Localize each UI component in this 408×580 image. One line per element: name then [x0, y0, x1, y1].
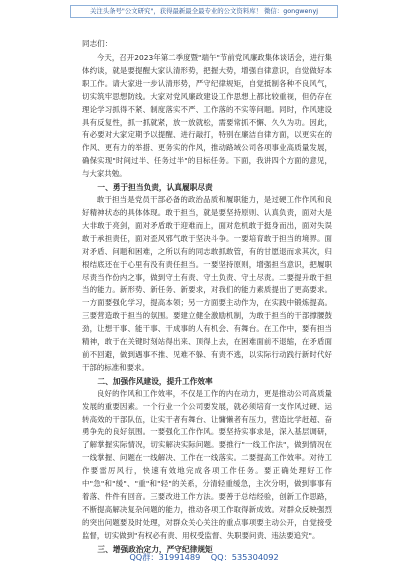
section-heading-3: 三、增强政治定力，严守纪律规矩	[97, 544, 213, 554]
footer-contact: QQ群：31991489 QQ：535304092	[129, 552, 279, 562]
salutation: 同志们：	[82, 39, 113, 48]
section-heading-1: 一、勇于担当负责，认真履职尽责	[97, 183, 213, 193]
document-body	[82, 38, 332, 556]
section-2-paragraph: 良好的作风和工作效率，不仅是工作的内在动力，更是推动公司高质量发展的重要因素。一个行业一个公司要发展，就必须培育一支作风过硬、运转高效的干部队伍，让实干者有舞台、让慵懒者有压力，营造比学赶超、奋勇争先的良好氛围。一要强化工作作风。要坚持实事求是，深入基层调研，了解掌握实际情况，切实解决实际问题。要推行"一线工作法"，做到情况在一线掌握、问题在一线解决、工作在一线落实。二要提高工作效率。对待工作要雷厉风行，快速有效地完成各项工作任务。要正确处理好工作中"急"和"缓"、"重"和"轻"的关系，分清轻重缓急，主次分明，做到事事有着落、件件有回音。三要改进工作方法。要善于总结经验，创新工作思路，不断提高解决复杂问题的能力，推动各项工作取得新成效。对群众反映强烈的突出问题要及时处理，对群众关心关注的重点事项要主动公开，自觉接受监督，切实做到"有权必有责、用权受监督、失职要问责、违法要追究"。	[82, 388, 332, 540]
top-banner: 关注头条号"公文研究"，获得最新最全最专业的公文资料库！ 微信：gongwenyj	[70, 5, 338, 18]
section-1-paragraph: 敢于担当是党员干部必备的政治品质和履职能力，是过硬工作作风和良好精神状态的具体体现。敢于担当，就是要坚持原则、认真负责，面对大是大非敢于亮剑，面对矛盾敢于迎难而上，面对危机敢于挺身而出，面对失误敢于承担责任，面对歪风邪气敢于坚决斗争。一要培育敢于担当的境界。面对矛盾、问题和困难，之所以有的同志敢抓敢管，有的甘愿退而求其次，归根结底还在于心里有没有责任担当。一要坚持原则，增强担当意识，把履职尽责当作份内之事，做到守土有责、守土负责、守土尽责。二要提升敢于担当的能力。新形势、新任务、新要求，对我们的能力素质提出了更高要求。一方面要强化学习，提高本领；另一方面要主动作为，在实践中锻炼提高。三要营造敢于担当的氛围。要建立健全激励机制，为敢于担当的干部撑腰鼓劲，让想干事、能干事、干成事的人有机会、有舞台。在工作中，要有担当精神，敢于在关键时刻站得出来、顶得上去，在困难面前不退缩，在矛盾面前不回避，做到遇事不推、见难不躲、有责不逃，以实际行动践行新时代好干部的标准和要求。	[82, 195, 332, 372]
intro-paragraph: 今天，召开2023年第二季度暨"端午"节前党风廉政集体谈话会，进行集体约谈，就是要提醒大家认清形势，把握大势，增强自律意识，自觉做好本职工作。请大家进一步认清形势，严守纪律规矩，自觉抵制各种不良风气，切实筑牢思想防线。大家对党风廉政建设工作思想上都比较重视，但仍存在理论学习抓得不紧、制度落实不严、工作落的不实等问题。同时，作风建设具有反复性，抓一抓就紧，放一放就松，需要常抓不懈、久久为功。因此，有必要对大家定期予以提醒、进行敲打，特别在廉洁自律方面，以更实在的作风、更有力的举措、更务实的作风，推动路域公司各项事业高质量发展，确保实现"时间过半、任务过半"的目标任务。下面，我讲四个方面的意见，与大家共勉。	[82, 53, 332, 179]
section-heading-2: 二、加强作风建设，提升工作效率	[97, 376, 213, 386]
